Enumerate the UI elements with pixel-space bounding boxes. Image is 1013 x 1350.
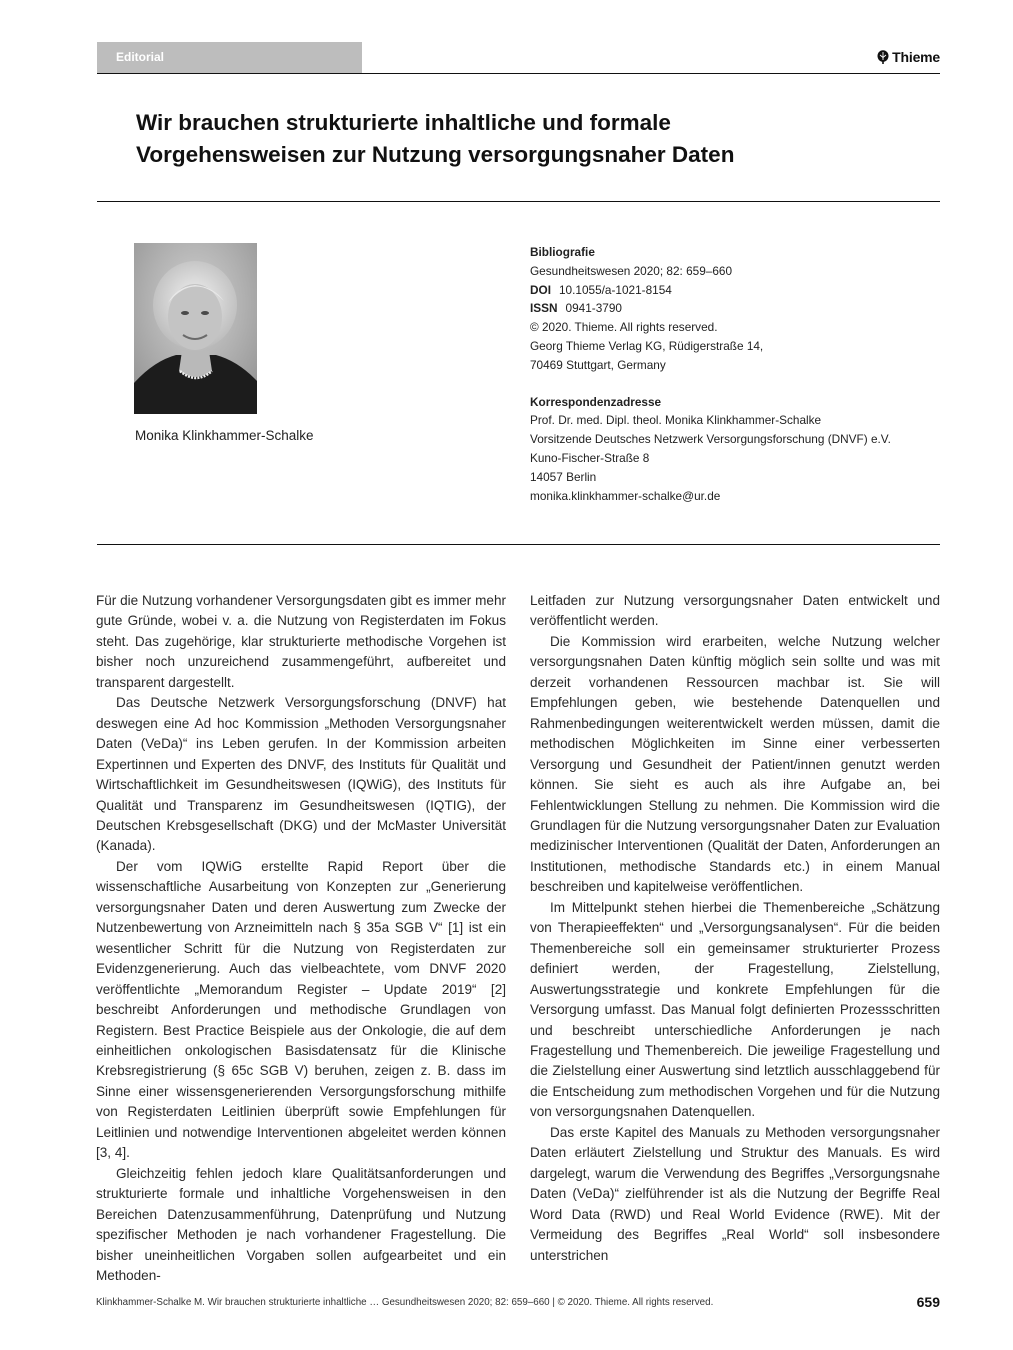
copyright-notice: © 2020. Thieme. All rights reserved. (530, 320, 718, 335)
bibliography-heading: Bibliografie (530, 245, 595, 259)
correspondence-heading: Korrespondenzadresse (530, 394, 662, 409)
doi-line (530, 281, 940, 300)
body-paragraph: Für die Nutzung vorhandener Versorgungsdaten gibt es immer mehr gute Gründe, wobei v. a. die Nutzung von Registerdaten im Fokus steht. Das zugehörige, klar strukturierte methodische Vorgehen ist bisher noch unzureichend zusammengeführt, aufbereitet und transparent dargestellt. (96, 593, 506, 690)
body-paragraph: Die Kommission wird erarbeiten, welche Nutzung welcher versorgungsnahen Daten künftig möglich sein sollte und was mit derzeit vorhandenen Ressourcen machbar ist. Sie will Empfehlungen geben, wie bestehende Datenquellen und Rahmenbedingungen weiterentwickelt werden müssen, damit die methodischen Möglichkeiten im Sinne einer verbesserten Versorgung und Gesundheit der Patient/innen genutzt werden können. Sie sieht es auch als ihre Aufgabe an, bei Fehlentwicklungen Stellung zu nehmen. Die Kommission wird die Grundlagen für die Nutzung versorgungsnaher Daten zur Evaluation medizinischer Interventionen (Qualität der Daten, Anforderungen an Institutionen, methodische Standards etc.) in einem Manual beschreiben und kapitelweise veröffentlichen. (530, 633, 940, 895)
body-column-right (530, 591, 940, 1266)
section-label: Editorial (116, 50, 165, 64)
article-title (136, 107, 876, 171)
article-metadata (530, 243, 940, 505)
correspondence-name: Prof. Dr. med. Dipl. theol. Monika Klinkhammer-Schalke (530, 413, 822, 428)
author-photo (134, 243, 257, 414)
body-paragraph: Das Deutsche Netzwerk Versorgungsforschung (DNVF) hat deswegen eine Ad hoc Kommission „Methoden Versorgungsnaher Daten (VeDa)“ ins Leben gerufen. In der Kommission arbeiten Expertinnen und Experten des DNVF, des Instituts für Qualität und Wirtschaftlichkeit im Gesundheitswesen (IQWiG), des Instituts für Qualität und Transparenz im Gesundheitswesen (IQTIG), der Deutschen Krebsgesellschaft (DKG) und der McMaster Universität (Kanada). (96, 695, 506, 854)
issn-line (530, 299, 940, 318)
bibliography-citation: Gesundheitswesen 2020; 82: 659–660 (530, 263, 733, 278)
section-label-tab (97, 42, 362, 74)
publisher-address-line-2: 70469 Stuttgart, Germany (530, 357, 666, 372)
metadata-rule (97, 544, 940, 545)
body-column-left (96, 591, 506, 1286)
doi-label: DOI (530, 282, 551, 297)
header-rule (97, 73, 940, 74)
publisher-address-line-1: Georg Thieme Verlag KG, Rüdigerstraße 14, (530, 338, 764, 353)
body-paragraph: Das erste Kapitel des Manuals zu Methoden versorgungsnaher Daten erläutert Zielstellung und Struktur des Manuals. Es wird dargelegt, warum die Verwendung des Begriffes „Versorgungsnahe Daten (VeDa)“ zielführender ist als die Nutzung der Begriffe Real Word Data (RWD) und Real World Evidence (RWE). Mit der Vermeidung des Begriffes „Real World“ soll insbesondere unterstrichen (530, 1124, 940, 1263)
body-paragraph: Gleichzeitig fehlen jedoch klare Qualitätsanforderungen und strukturierte formale und inhaltliche Vorgehensweisen in den Bereichen Datenzusammenführung, Datenprüfung und Nutzung spezifischer Methoden je nach vorhandener Fragestellung. Die bisher uneinheitlichen Vorgaben sollen aufgearbeitet und ein Methoden- (96, 1165, 506, 1283)
body-paragraph: Im Mittelpunkt stehen hierbei die Themenbereiche „Schätzung von Therapieeffekten“ und „Versorgungsanalysen“. Für die beiden Themenbereiche soll ein gemeinsamer strukturierter Prozess definiert werden, der Fragestellung, Zielstellung, Auswertungsstrategie und konkrete Empfehlungen für die Versorgung umfasst. Das Manual folgt definierten Prozessschritten und beschreibt unterschiedliche Anforderungen je nach Fragestellung und Themenbereich. Die jeweilige Fragestellung und die Zielstellung einer Auswertung sind letztlich ausschlaggebend für die Entscheidung zum methodischen Vorgehen und für die Nutzung von versorgungsnahen Datenquellen. (530, 899, 940, 1120)
issn-value: 0941-3790 (565, 301, 622, 316)
doi-value[interactable]: 10.1055/a-1021-8154 (558, 282, 672, 297)
correspondence-street: Kuno-Fischer-Straße 8 (530, 450, 650, 465)
issn-label: ISSN (530, 301, 558, 316)
thieme-tree-icon (877, 50, 889, 64)
article-title-line-2: Vorgehensweisen zur Nutzung versorgungsnaher Daten (136, 142, 735, 167)
footer-citation: Klinkhammer-Schalke M. Wir brauchen strukturierte inhaltliche … Gesundheitswesen 2020; 82: 659–660 | © 2020. Thieme. All rights reserved. (96, 1297, 714, 1308)
body-paragraph: Leitfaden zur Nutzung versorgungsnaher Daten entwickelt und veröffentlicht werden. (530, 593, 940, 629)
article-title-line-1: Wir brauchen strukturierte inhaltliche und formale (136, 110, 671, 135)
correspondence-city: 14057 Berlin (530, 469, 597, 484)
publisher-logo-text: Thieme (892, 49, 940, 65)
correspondence-email[interactable]: monika.klinkhammer-schalke@ur.de (530, 488, 721, 503)
correspondence-role: Vorsitzende Deutsches Netzwerk Versorgungsforschung (DNVF) e.V. (530, 432, 891, 447)
page-number: 659 (916, 1294, 940, 1310)
author-photo-caption: Monika Klinkhammer-Schalke (135, 428, 314, 443)
body-paragraph: Der vom IQWiG erstellte Rapid Report über die wissenschaftliche Ausarbeitung von Konzepten zur „Generierung versorgungsnaher Daten und deren Auswertung zum Zwecke der Nutzenbewertung von Arzneimitteln nach § 35a SGB V“ [1] ist ein wesentlicher Schritt für die Nutzung von Registerdaten zur Evidenzgenerierung. Auch das vielbeachtete, vom DNVF 2020 veröffentlichte „Memorandum Register – Update 2019“ [2] beschreibt Anforderungen und methodische Grundlagen von Registern. Best Practice Beispiele aus der Onkologie, die auf dem einheitlichen onkologischen Basisdatensatz für die Klinische Krebsregistrierung (§ 65c SGB V) beruhen, zeigen z. B. dass im Sinne einer wissensgenerierenden Versorgungsforschung mithilfe von Registerdaten Leitlinien überprüft sowie Empfehlungen für Leitlinien und notwendige Interventionen abgeleitet werden können [3, 4]. (96, 858, 506, 1161)
title-rule (97, 201, 940, 202)
publisher-logo (877, 49, 940, 65)
